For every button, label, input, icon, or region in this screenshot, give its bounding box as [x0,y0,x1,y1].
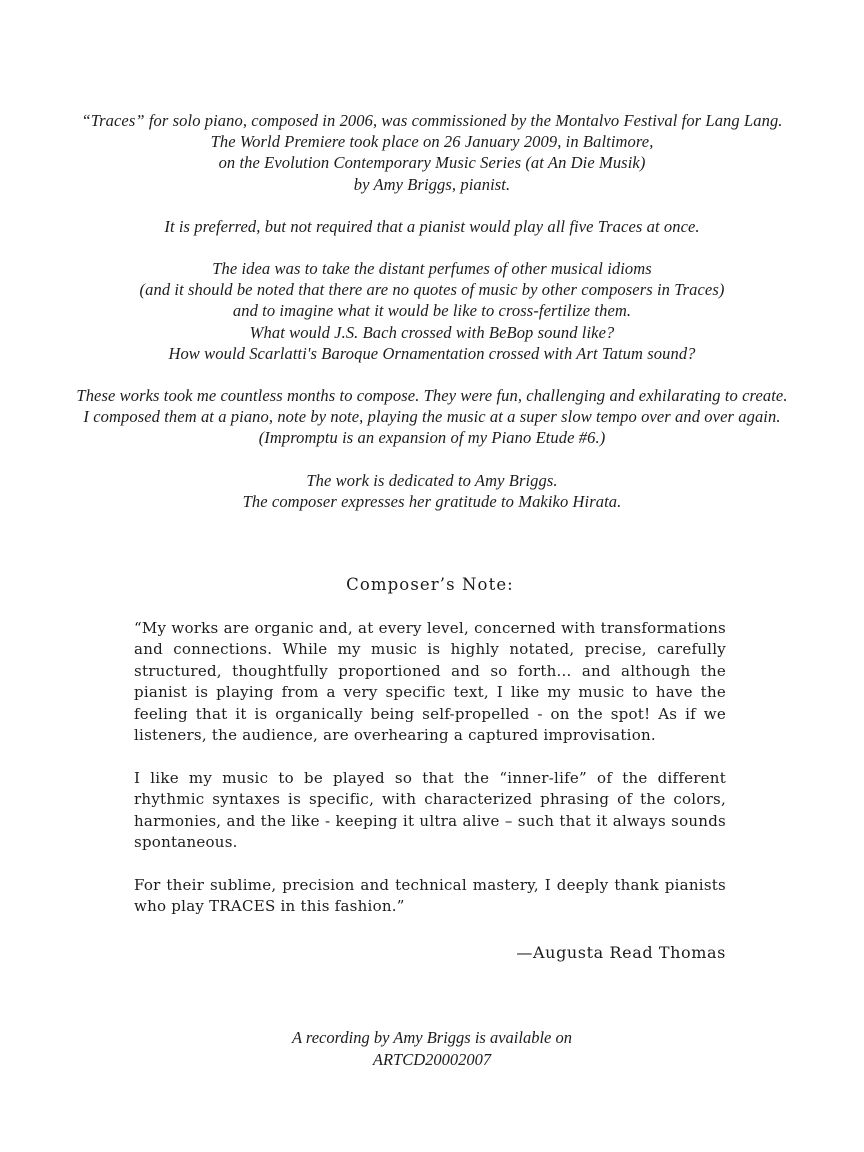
dedication-block [0,470,864,512]
composer-signature: —Augusta Read Thomas [516,942,726,962]
recording-availability-line: A recording by Amy Briggs is available on [291,1028,572,1048]
commission-premiere-block [0,110,864,195]
program-note-line: The idea was to take the distant perfumes of other musical idioms [212,259,652,279]
program-note-section [0,0,864,512]
program-note-line: These works took me countless months to compose. They were fun, challenging and exhilarating to create. [76,386,788,406]
program-note-line: What would J.S. Bach crossed with BeBop sound like? [249,322,615,342]
program-note-line: The World Premiere took place on 26 January 2009, in Baltimore, [210,132,654,152]
program-note-line: How would Scarlatti's Baroque Ornamentation crossed with Art Tatum sound? [168,343,696,363]
catalog-number: ARTCD20002007 [372,1050,492,1070]
program-note-line: “Traces” for solo piano, composed in 2006, was commissioned by the Montalvo Festival for Lang Lang. [81,111,783,130]
program-note-line: (Impromptu is an expansion of my Piano Etude #6.) [258,428,606,448]
program-note-line: The composer expresses her gratitude to Makiko Hirata. [242,491,622,511]
program-note-line: on the Evolution Contemporary Music Series (at An Die Musik) [218,153,646,173]
composers-note-paragraph: I like my music to be played so that the “inner-life” of the different rhythmic syntaxes is specific, with characterized phrasing of the colors, harmonies, and the like - keeping it ultra alive – such that it always sounds spontaneous. [134,768,726,852]
program-note-line: The work is dedicated to Amy Briggs. [306,470,558,490]
composers-note-paragraph: For their sublime, precision and technical mastery, I deeply thank pianists who play TRACES in this fashion.” [134,875,726,916]
performance-preference-block [0,216,864,237]
program-note-line: and to imagine what it would be like to cross-fertilize them. [232,301,632,321]
program-note-line: (and it should be noted that there are no quotes of music by other composers in Traces) [139,280,725,300]
program-note-line: by Amy Briggs, pianist. [353,174,511,194]
composers-note-heading: Composer’s Note: [346,575,514,595]
composers-note-paragraph: “My works are organic and, at every level, concerned with transformations and connections. While my music is highly notated, precise, carefully structured, thoughtfully proportioned and so forth... and although the pianist is playing from a very specific text, I like my music to have the feeling that it is organically being self-propelled - on the spot! As if we listeners, the audience, are overhearing a captured improvisation. [134,618,726,745]
program-note-line: I composed them at a piano, note by note, playing the music at a super slow tempo over and over again. [83,407,781,427]
composers-note-section [134,574,726,963]
composition-process-block [0,385,864,449]
concept-block [0,258,864,364]
recording-note-section [0,1027,864,1071]
program-note-line: It is preferred, but not required that a pianist would play all five Traces at once. [164,216,700,236]
